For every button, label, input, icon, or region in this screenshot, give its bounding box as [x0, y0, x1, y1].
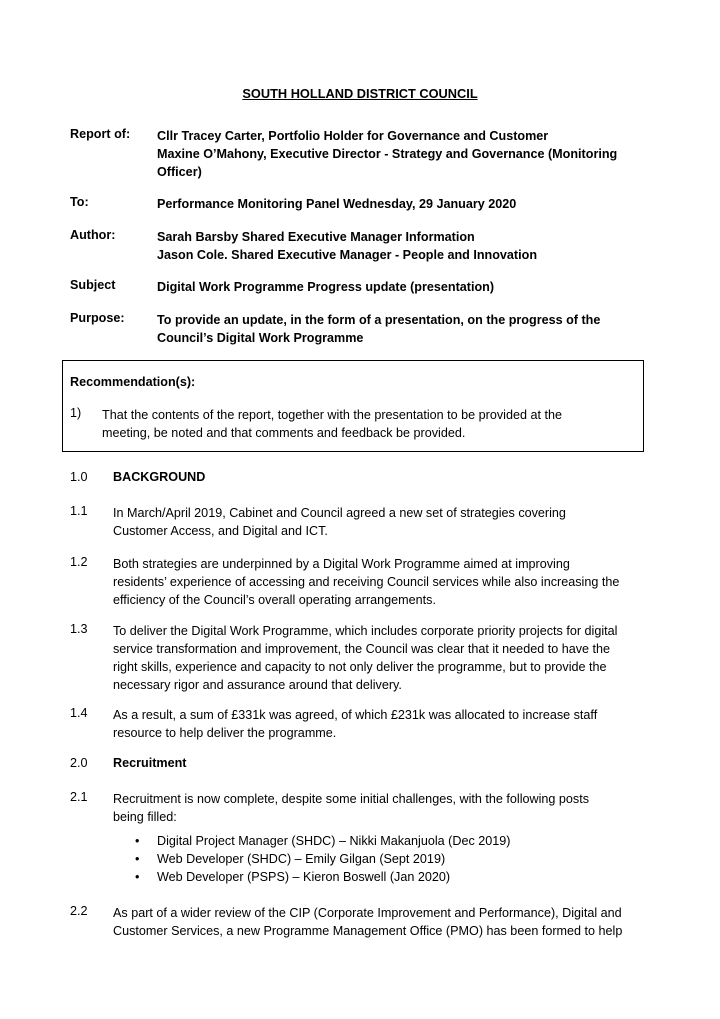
report-of-line: Maxine O’Mahony, Executive Director - Strategy and Governance (Monitoring [157, 147, 618, 161]
paragraph-number: 1.4 [70, 706, 88, 720]
to-line: Performance Monitoring Panel Wednesday, 29 January 2020 [157, 197, 517, 211]
paragraph-line: service transformation and improvement, the Council was clear that it needed to have the [113, 642, 611, 656]
section-number: 1.0 [70, 470, 88, 484]
paragraph-number: 2.1 [70, 790, 88, 804]
paragraph-line: Customer Access, and Digital and ICT. [113, 524, 328, 538]
purpose-label: Purpose: [70, 311, 125, 325]
subject-label: Subject [70, 278, 116, 292]
bullet-icon: • [135, 870, 140, 884]
paragraph-1-3 [113, 622, 658, 694]
report-of-line: Cllr Tracey Carter, Portfolio Holder for Governance and Customer [157, 129, 549, 143]
paragraph-line: Recruitment is now complete, despite some initial challenges, with the following posts [113, 792, 589, 806]
subject-value [157, 278, 657, 296]
report-of-line: Officer) [157, 165, 202, 179]
list-item: Digital Project Manager (SHDC) – Nikki Makanjuola (Dec 2019) [157, 834, 511, 848]
subject-line: Digital Work Programme Progress update (presentation) [157, 280, 495, 294]
paragraph-line: resource to help deliver the programme. [113, 726, 337, 740]
paragraph-number: 2.2 [70, 904, 88, 918]
purpose-line: Council’s Digital Work Programme [157, 331, 364, 345]
paragraph-2-2 [113, 904, 658, 940]
paragraph-1-1 [113, 504, 658, 540]
paragraph-line: efficiency of the Council’s overall operating arrangements. [113, 593, 436, 607]
purpose-value [157, 311, 657, 347]
list-item: Web Developer (PSPS) – Kieron Boswell (Jan 2020) [157, 870, 451, 884]
report-of-value [157, 127, 657, 181]
section-heading: BACKGROUND [113, 470, 206, 484]
paragraph-number: 1.3 [70, 622, 88, 636]
paragraph-line: To deliver the Digital Work Programme, which includes corporate priority projects for digital [113, 624, 618, 638]
section-number: 2.0 [70, 756, 88, 770]
paragraph-1-4 [113, 706, 658, 742]
paragraph-number: 1.2 [70, 555, 88, 569]
to-label: To: [70, 195, 89, 209]
report-of-label: Report of: [70, 127, 131, 141]
document-title: SOUTH HOLLAND DISTRICT COUNCIL [242, 86, 478, 101]
paragraph-line: Both strategies are underpinned by a Digital Work Programme aimed at improving [113, 557, 570, 571]
author-line: Sarah Barsby Shared Executive Manager Information [157, 230, 475, 244]
paragraph-line: necessary rigor and assurance around that delivery. [113, 678, 402, 692]
paragraph-line: In March/April 2019, Cabinet and Council agreed a new set of strategies covering [113, 506, 566, 520]
purpose-line: To provide an update, in the form of a presentation, on the progress of the [157, 313, 601, 327]
paragraph-line: Customer Services, a new Programme Management Office (PMO) has been formed to help [113, 924, 623, 938]
recommendation-line: meeting, be noted and that comments and feedback be provided. [102, 426, 466, 440]
paragraph-line: As a result, a sum of £331k was agreed, of which £231k was allocated to increase staff [113, 708, 598, 722]
paragraph-line: being filled: [113, 810, 177, 824]
author-line: Jason Cole. Shared Executive Manager - People and Innovation [157, 248, 538, 262]
paragraph-line: As part of a wider review of the CIP (Corporate Improvement and Performance), Digital and [113, 906, 622, 920]
recommendation-text [102, 406, 647, 442]
recommendations-heading: Recommendation(s): [70, 375, 196, 389]
to-value [157, 195, 657, 213]
paragraph-2-1 [113, 790, 658, 826]
paragraph-1-2 [113, 555, 658, 609]
section-heading: Recruitment [113, 756, 187, 770]
bullet-icon: • [135, 834, 140, 848]
bullet-icon: • [135, 852, 140, 866]
author-label: Author: [70, 228, 116, 242]
paragraph-line: right skills, experience and capacity to not only deliver the programme, but to provide the [113, 660, 607, 674]
paragraph-line: residents’ experience of accessing and receiving Council services while also increasing the [113, 575, 620, 589]
recommendation-number: 1) [70, 406, 82, 420]
list-item: Web Developer (SHDC) – Emily Gilgan (Sept 2019) [157, 852, 446, 866]
paragraph-number: 1.1 [70, 504, 88, 518]
recommendation-line: That the contents of the report, together with the presentation to be provided at the [102, 408, 562, 422]
author-value [157, 228, 657, 264]
